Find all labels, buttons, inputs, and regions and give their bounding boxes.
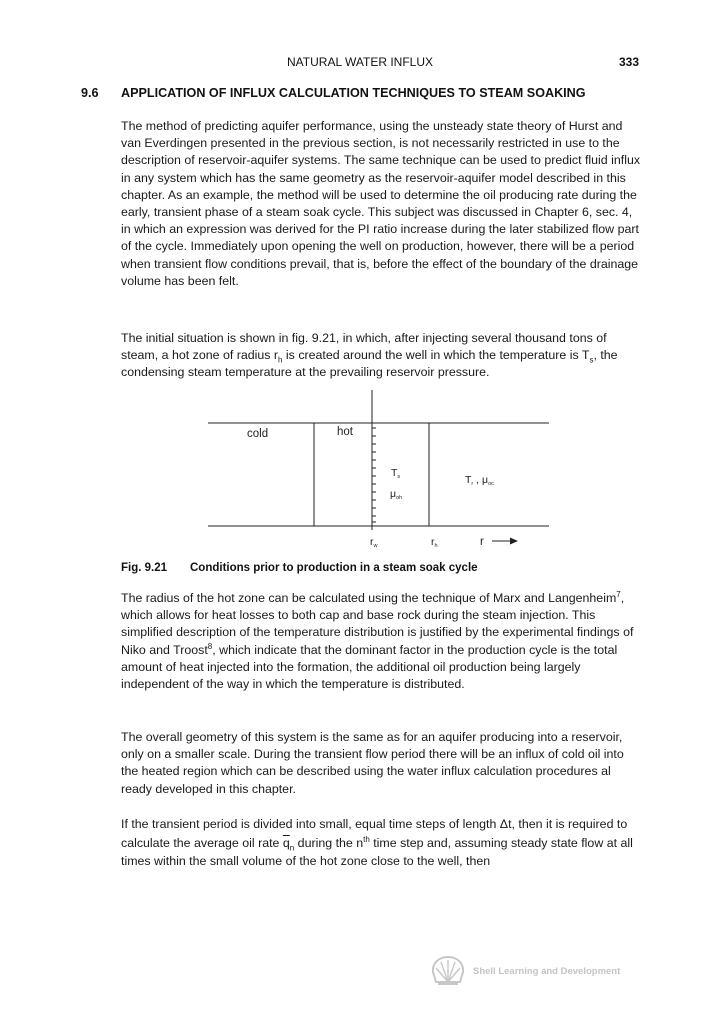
paragraph-2 <box>121 330 641 382</box>
label-cold: cold <box>247 428 269 440</box>
running-title: NATURAL WATER INFLUX <box>287 55 434 69</box>
figure-caption-text: Conditions prior to production in a steam soak cycle <box>190 562 478 574</box>
section-title: APPLICATION OF INFLUX CALCULATION TECHNIQUES TO STEAM SOAKING <box>121 86 586 100</box>
section-number: 9.6 <box>81 86 99 100</box>
label-rh: rh <box>431 536 438 549</box>
paragraph-3-text: The radius of the hot zone can be calculated using the technique of Marx and Langenheim$^7$, which allows for heat losses to both cap and base rock during the steam injection. This simplified description of the temperature distribution is justified by the experimental findings of Niko and Troost$^8$, which indicate that the dominant factor in the production cycle is the total amount of heat injected into the formation, the additional oil production being largely independent of the way in which the temperature is distributed. <box>121 589 634 692</box>
paragraph-4-text: The overall geometry of this system is the same as for an aquifer producing into a reservoir, only on a smaller scale. During the transient flow period there will be an influx of cold oil into the heated region which can be described using the water influx calculation procedures al ready developed in this chapter. <box>121 730 624 796</box>
paragraph-1 <box>121 118 641 290</box>
paragraph-1-text: The method of predicting aquifer performance, using the unsteady state theory of Hurst and van Everdingen presented in the previous section, is not necessarily restricted in use to the description of reservoir-aquifer systems. The same technique can be used to predict fluid influx in any system which has the same geometry as the reservoir-aquifer model described in this chapter. As an example, the method will be used to determine the oil producing rate during the early, transient phase of a steam soak cycle. This subject was discussed in Chapter 6, sec. 4, in which an expression was derived for the PI ratio increase during the later stabilized flow part of the cycle. Immediately upon opening the well on production, however, there will be a period when transient flow conditions prevail, that is, before the effect of the boundary of the drainage volume has been felt. <box>121 119 641 288</box>
figure-caption-number: Fig. 9.21 <box>121 562 168 574</box>
figure-9-21 <box>200 388 560 554</box>
paragraph-4 <box>121 729 641 798</box>
label-hot: hot <box>337 426 353 438</box>
paragraph-2-text: The initial situation is shown in fig. 9.21, in which, after injecting several thousand tons of steam, a hot zone of radius $r_h$ is created around the well in which the temperature is $T_s$, the condensing steam temperature at the prevailing reservoir pressure. <box>121 331 618 380</box>
label-r: r <box>480 536 484 548</box>
paragraph-5 <box>121 815 641 871</box>
label-mu-oh: μoh <box>390 488 403 501</box>
shell-logo-icon <box>430 955 466 987</box>
label-rw: rw <box>370 536 378 549</box>
label-tr: Tr , μoc <box>465 474 494 487</box>
wellbore-ticks <box>372 428 376 522</box>
paragraph-5-text: If the transient period is divided into small, equal time steps of length Δt, then it is required to calculate the average oil rate $\overline{q}_n$ during the $n^{th}$ time step and, assuming steady state flow at all times within the small volume of the hot zone close to the well, then <box>121 817 633 868</box>
page-number: 333 <box>619 55 640 69</box>
arrow-right-icon <box>492 538 518 545</box>
label-ts: Ts <box>391 467 401 480</box>
paragraph-3 <box>121 590 641 693</box>
footer-logo-text: Shell Learning and Development <box>473 966 621 977</box>
